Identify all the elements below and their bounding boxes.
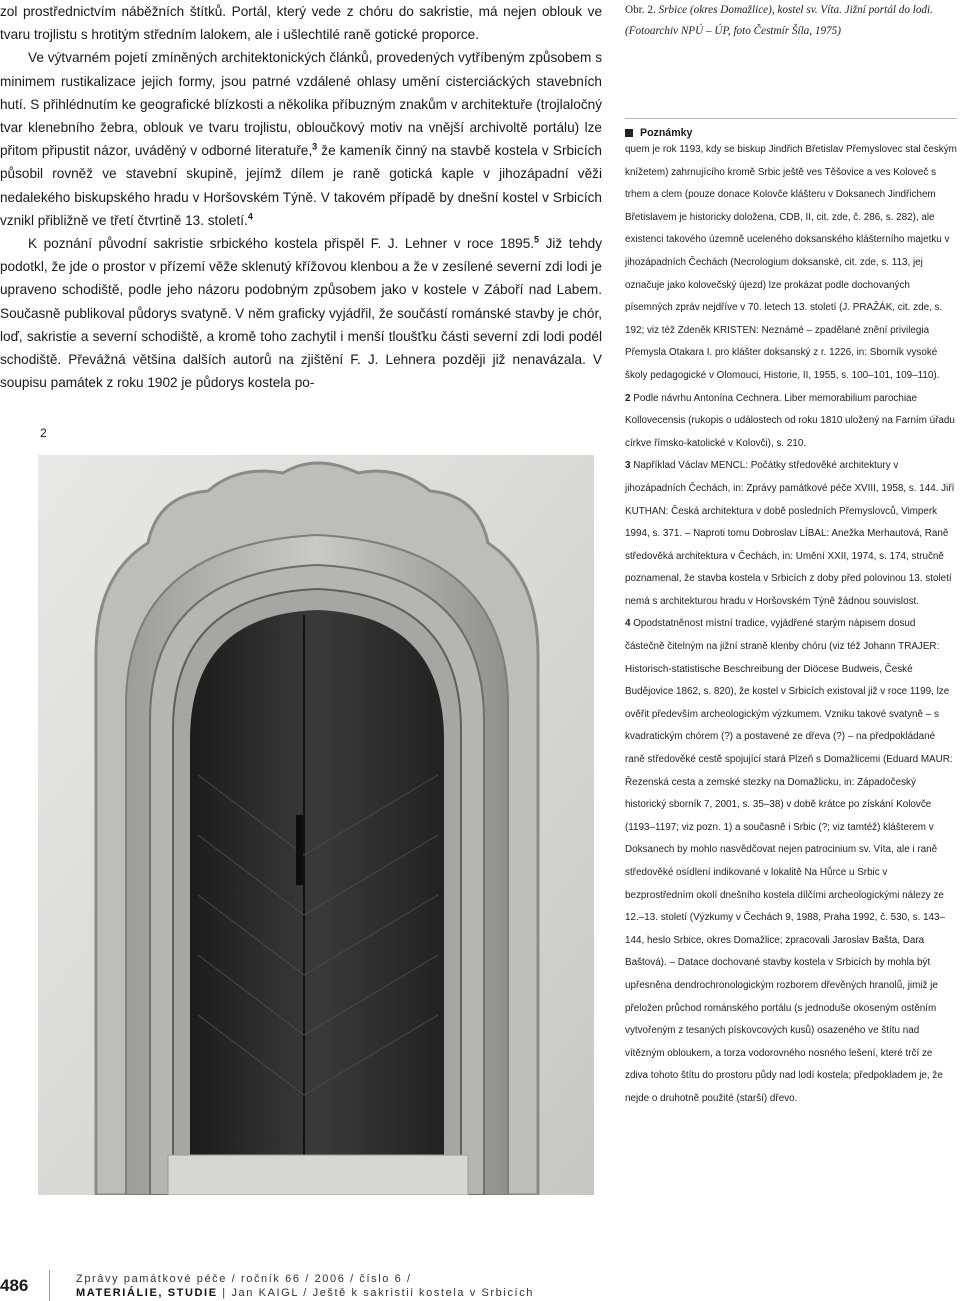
article-author-title: Jan KAIGL / Ještě k sakristii kostela v Srbicích bbox=[231, 1287, 535, 1299]
note-1-continued: quem je rok 1193, kdy se biskup Jindřich Břetislav Přemyslovec stal českým knížetem) zahrnujícího kromě Srbic ještě ves Těšovice a ves Koloveč s trhem a clem (pouze donace Kolovče klášteru v Doksanech Jindřichem Břetislavem je historicky doložena, CDB, II, cit. zde, č. 286, s. 282), ale existenci takového územně uceleného doksanského klášterního majetku v jihozápadních Čechách (Necrologium doksanské, cit. zde, s. 113, jej označuje jako kolovečský újezd) lze prokázat podle dochovaných písemných zpráv nejdříve v 70. letech 13. století (J. PRAŽÁK, cit. zde, s. 192; viz též Zdeněk KRISTEN: Neznámé – zpadělané znění privilegia Přemysla Otakara I. pro klášter doksanský z r. 1226, in: Sborník vysoké školy pedagogické v Olomouci, Historie, II, 1955, s. 100–101, 109–110). bbox=[625, 144, 957, 381]
paragraph-2 bbox=[0, 46, 602, 232]
note-3 bbox=[625, 455, 957, 613]
footnote-ref-4[interactable]: 4 bbox=[247, 211, 253, 222]
journal-line: Zprávy památkové péče / ročník 66 / 2006 / číslo 6 / bbox=[76, 1273, 412, 1285]
paragraph-2-part-a: Ve výtvarném pojetí zmíněných architektonických článků, provedených vytříbeným způsobem s minimem rustikalizace jejich formy, jsou patrné vzdálené ohlasy umění cisterciáckých stavebních hutí. S přihlédnutím ke geografické blízkosti a několika příbuzným znakům v architektuře (trojlaločný tvar klenebního žebra, oblouk ve tvaru trojlistu, obloučkový motiv na vnější archivoltě portálu) lze přitom připustit názor, uváděný v odborné literatuře, bbox=[0, 50, 602, 159]
note-4 bbox=[625, 613, 957, 1110]
note-2-text: Podle návrhu Antonína Cechnera. Liber memorabilium parochiae Kollovecensis (rukopis o událostech od roku 1810 uložený na Farním úřadu církve římsko-katolické v Kolovči), s. 210. bbox=[625, 392, 955, 449]
notes-heading bbox=[625, 118, 957, 139]
note-3-text: Například Václav MENCL: Počátky středověké architektury v jihozápadních Čechách, in: Zprávy památkové péče XVIII, 1958, s. 144. Jiří KUTHAN: Česká architektura v době posledních Přemyslovců, Vimperk 1994, s. 371. – Naproti tomu Dobroslav LÍBAL: Anežka Merhautová, Raně středověká architektura v Čechách, in: Umění XXII, 1974, s. 174, stručně poznamenal, že stavba kostela v Srbicích z doby před polovinou 13. století nemá s architekturou hradu v Horšovském Týně žádnou souvislost. bbox=[625, 460, 955, 607]
notes-heading-label: Poznámky bbox=[640, 127, 693, 139]
section-line: MATERIÁLIE, STUDIE | Jan KAIGL / Ještě k sakristii kostela v Srbicích bbox=[76, 1287, 535, 1299]
caption-text: Srbice (okres Domažlice), kostel sv. Víta. Jižní portál do lodi. (Fotoarchiv NPÚ – ÚP, foto Čestmír Šíla, 1975) bbox=[625, 4, 933, 37]
page-number: 486 bbox=[0, 1276, 29, 1295]
footer-divider bbox=[49, 1270, 50, 1301]
paragraph-3-part-a: K poznání původní sakristie srbického kostela přispěl F. J. Lehner v roce 1895. bbox=[28, 236, 535, 252]
notes-list bbox=[625, 139, 957, 1111]
caption-label: Obr. 2. bbox=[625, 4, 656, 16]
paragraph-3 bbox=[0, 232, 602, 394]
sidebar bbox=[625, 0, 957, 1111]
note-3-number: 3 bbox=[625, 460, 631, 472]
note-4-text: Opodstatněnost místní tradice, vyjádřené starým nápisem dosud částečně čitelným na jižní straně klenby chóru (viz též Johann TRAJER: Historisch-statistische Beschreibung der Diöcese Budweis, České Budějovice 1862, s. 820), že kostel v Srbicích existoval již v roce 1199, lze ověřit především archeologickým výzkumem. Vzniku takové svatyně – s kvadratickým chórem (?) a postavené ze dřeva (?) – na předpokládané raně středověké cestě spojující stará Plzeň s Domažlicemi (Eduard MAUR: Řezenská cesta a zemské stezky na Domažlicku, in: Západočeský historický sborník 7, 2001, s. 35–38) v době krátce po získání Kolovče (1193–1197; viz pozn. 1) a současně i Srbic (?; viz tamtéž) klášterem v Doksanech by mohlo nasvědčovat nejen patrocinium sv. Víta, ale i raně středověké osídlení indikované v lokalitě Na Hůrce u Srbic v bezprostředním okolí dnešního kostela dílčími archeologickými nálezy ze 12.–13. století (Výzkumy v Čechách 9, 1988, Praha 1992, č. 530, s. 143–144, heslo Srbice, okres Domažlice; zpracovali Jaroslav Bašta, Dara Baštová). – Datace dochované stavby kostela v Srbicích by mohla být upřesněna dendrochronologickým rozborem dřevěných hranolů, jimiž je přeložen průchod románského portálu (s jednoduše okoseným ostěním vytvořeným z tesaných pískovcových kusů) osazeného ve štítu nad vítězným obloukem, a torza vodorovného nosného lešení, které trčí ze zdiva tohoto štítu do prostoru půdy nad lodí kostela; předpokladem je, že nejde o druhotně použité (starší) dřevo. bbox=[625, 618, 953, 1104]
portal-photograph bbox=[38, 455, 594, 1195]
note-4-number: 4 bbox=[625, 618, 631, 630]
door bbox=[190, 610, 444, 1155]
paragraph-3-part-b: Již tehdy podotkl, že jde o prostor v přízemí věže sklenutý křížovou klenbou a že v zesílené severní zdi lodi je upraveno schodiště, podle jeho názoru podobným způsobem jako v kostele v Záboří nad Labem. Současně publikoval půdorys svatyně. V něm graficky vyjádřil, že součástí románské stavby je chór, loď, sakristie a severní schodiště, a kromě toho zachytil i menší tloušťku části severní zdi lodi podél schodiště. Převážná většina dalších autorů na zjištění F. J. Lehnera později již nenavázala. V soupisu památek z roku 1902 je půdorys kostela po- bbox=[0, 236, 602, 391]
page-footer bbox=[0, 1270, 960, 1301]
footnote-ref-3[interactable]: 3 bbox=[312, 141, 318, 152]
main-text-column bbox=[0, 0, 602, 394]
figure-caption bbox=[625, 0, 957, 42]
paragraph-1: zol prostřednictvím náběžních štítků. Portál, který vede z chóru do sakristie, má nejen oblouk ve tvaru trojlistu s hrotitým středním lalokem, ale i ušlechtilé raně gotické proporce. bbox=[0, 4, 602, 43]
note-2-number: 2 bbox=[625, 392, 631, 404]
figure-number: 2 bbox=[40, 426, 47, 440]
footnote-ref-5[interactable]: 5 bbox=[534, 234, 540, 245]
note-2 bbox=[625, 388, 957, 456]
square-bullet-icon bbox=[625, 129, 633, 137]
door-handle bbox=[296, 815, 303, 885]
section-label: MATERIÁLIE, STUDIE bbox=[76, 1287, 218, 1299]
paragraph-2-part-b: že kameník činný na stavbě kostela v Srbicích působil rovněž ve stavební skupině, jejímž dílem je raně gotická kaple v jihozápadní věži nedalekého biskupského hradu v Horšovském Týně. V takovém případě by dnešní kostel v Srbicích vznikl přibližně ve třetí čtvrtině 13. století. bbox=[0, 143, 602, 228]
threshold bbox=[168, 1155, 468, 1195]
